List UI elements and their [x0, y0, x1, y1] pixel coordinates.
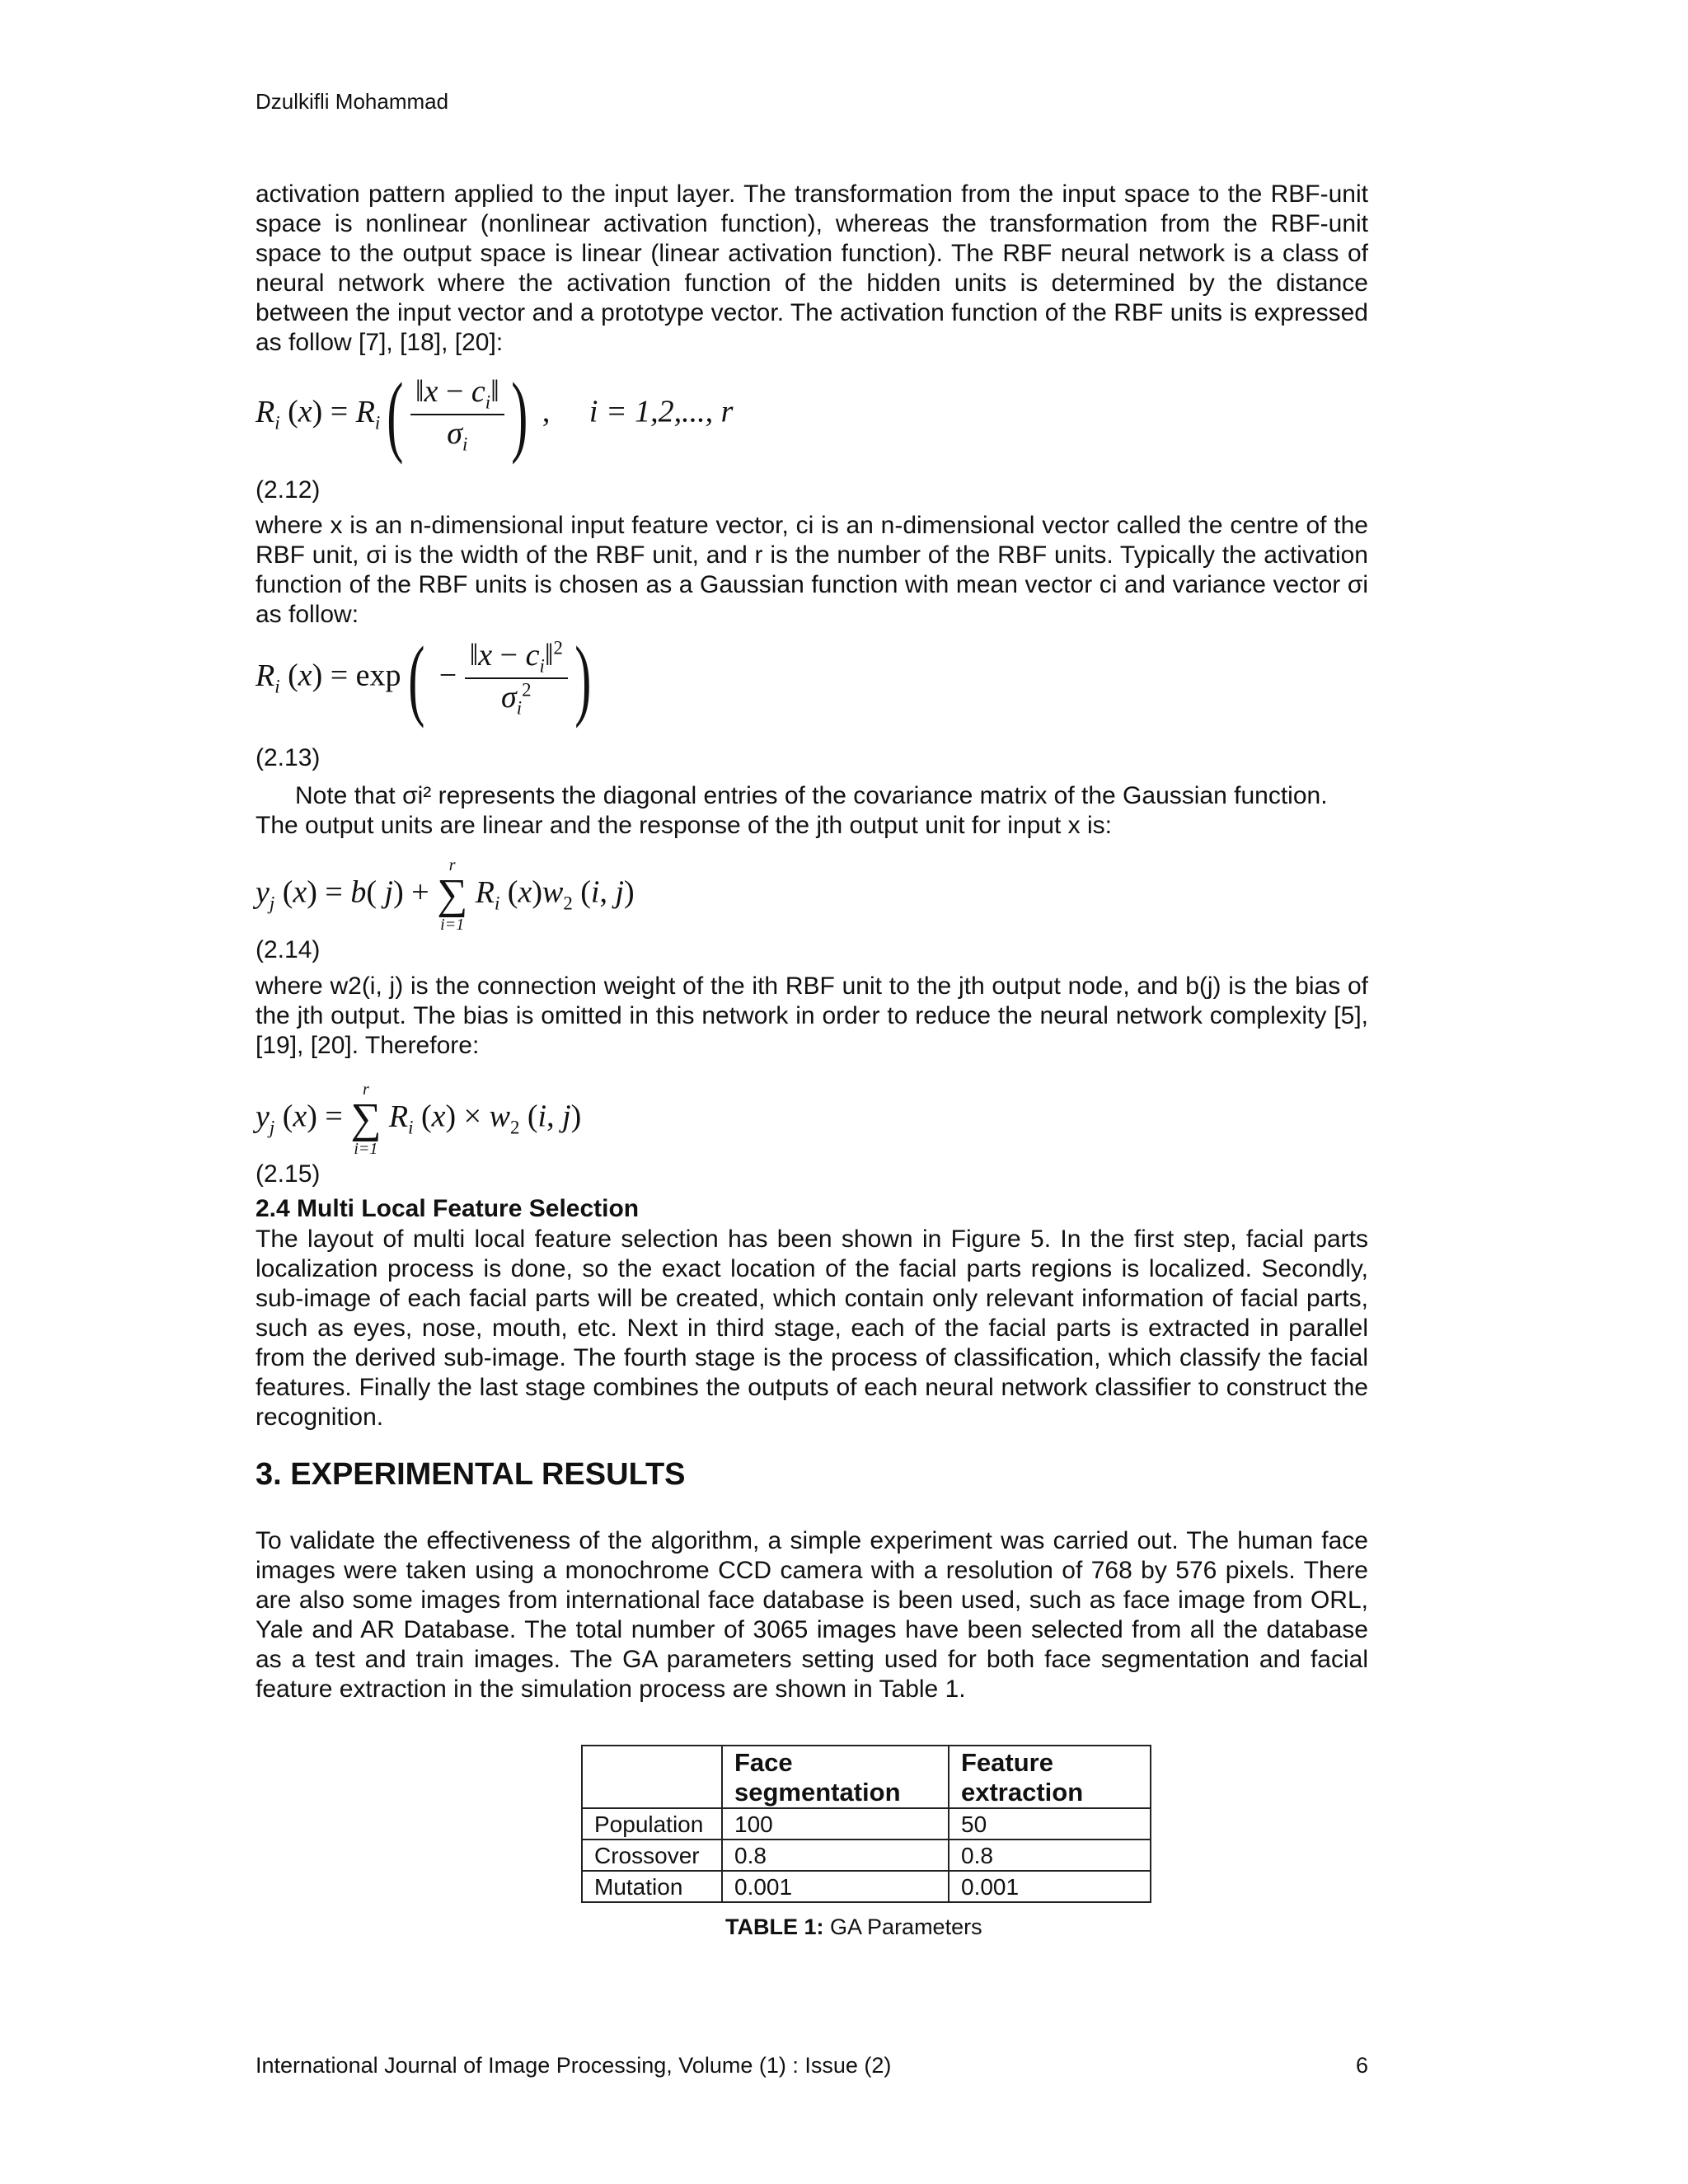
table-cell: 0.8: [722, 1840, 949, 1871]
paragraph-rbf-intro: activation pattern applied to the input layer. The transformation from the input space to the RBF-unit space is nonlinear (nonlinear activation function), whereas the transformation from the RBF-unit space to the output space is linear (linear activation function). The RBF neural network is a class of neural network where the activation function of the hidden units is determined by the distance between the input vector and a prototype vector. The activation function of the RBF units is expressed as follow [7], [18], [20]:: [256, 180, 1368, 356]
table-cell: 50: [949, 1808, 1151, 1840]
equation-2-13: $R_i$ (x) = exp( − $\frac{‖x - c_i‖^2}{\sigma_i^2}$ ): [256, 628, 592, 729]
table-row: [582, 1871, 1151, 1902]
table-caption-text: GA Parameters: [830, 1915, 982, 1939]
equation-number-2-12: (2.12): [256, 476, 321, 504]
section-3-heading: 3. EXPERIMENTAL RESULTS: [256, 1457, 686, 1492]
table-cell: 100: [722, 1808, 949, 1840]
equation-number-2-14: (2.14): [256, 936, 321, 963]
equation-2-12-range: i = 1,2,..., r: [588, 394, 734, 429]
equation-2-15: $y_j$ (x) = r ∑ i=1 $R_i$ $(x) \times w_2$ (i, j): [256, 1080, 582, 1158]
ga-parameters-table: [581, 1745, 1151, 1903]
table-header-row: [582, 1746, 1151, 1808]
table-header-cell: Face segmentation: [722, 1746, 949, 1808]
paragraph-experimental-results: To validate the effectiveness of the algorithm, a simple experiment was carried out. The human face images were taken using a monochrome CCD camera with a resolution of 768 by 576 pixels. There are also some images from international face database is been used, such as face image from ORL, Yale and AR Database. The total number of 3065 images have been selected from all the database as a test and train images. The GA parameters setting used for both face segmentation and facial feature extraction in the simulation process are shown in Table 1.: [256, 1527, 1368, 1703]
equation-2-14: $y_j$ (x) = b( j) + r ∑ i=1 $R_i$ $(x)w_2$ (i, j): [256, 856, 635, 934]
section-2-4-heading: 2.4 Multi Local Feature Selection: [256, 1195, 640, 1222]
table-cell: 0.8: [949, 1840, 1151, 1871]
paragraph-note-covariance: Note that σi² represents the diagonal entries of the covariance matrix of the Gaussian function.: [295, 782, 1328, 809]
table-row: [582, 1840, 1151, 1871]
paragraph-rbf-definitions: where x is an n-dimensional input feature vector, ci is an n-dimensional vector called the centre of the RBF unit, σi is the width of the RBF unit, and r is the number of the RBF units. Typically the activation function of the RBF units is chosen as a Gaussian function with mean vector ci and variance vector σi as follow:: [256, 512, 1368, 628]
table-cell: 0.001: [949, 1871, 1151, 1902]
table-cell: Population: [582, 1808, 722, 1840]
paragraph-output-units: The output units are linear and the response of the jth output unit for input x is:: [256, 812, 1112, 839]
table-cell: Crossover: [582, 1840, 722, 1871]
page-footer: [256, 2053, 1368, 2079]
table-caption-label: TABLE 1:: [725, 1915, 824, 1939]
table-cell: 0.001: [722, 1871, 949, 1902]
table-header-cell: Feature extraction: [949, 1746, 1151, 1808]
paragraph-multi-local-feature: The layout of multi local feature selection has been shown in Figure 5. In the first step, facial parts localization process is done, so the exact location of the facial parts regions is localized. Secondly, sub-image of each facial parts will be created, which contain only relevant information of facial parts, such as eyes, nose, mouth, etc. Next in third stage, each of the facial parts is extracted in parallel from the derived sub-image. The fourth stage is the process of classification, which classify the facial features. Finally the last stage combines the outputs of each neural network classifier to construct the recognition.: [256, 1226, 1368, 1431]
table-row: [582, 1808, 1151, 1840]
table-caption: [725, 1915, 982, 1940]
running-header: Dzulkifli Mohammad: [256, 89, 449, 114]
table-cell: Mutation: [582, 1871, 722, 1902]
equation-number-2-13: (2.13): [256, 744, 321, 771]
footer-journal: International Journal of Image Processing, Volume (1) : Issue (2): [256, 2053, 892, 2078]
equation-2-12: $R_i$ $(x) = R_i$( $\frac{‖x - c_i‖}{\sigma_i}$ ) , i = 1,2,..., r: [256, 364, 734, 465]
paragraph-connection-weight: where w2(i, j) is the connection weight of the ith RBF unit to the jth output node, and b(j) is the bias of the jth output. The bias is omitted in this network in order to reduce the neural network complexity [5], [19], [20]. Therefore:: [256, 972, 1368, 1059]
page-number: 6: [1355, 2053, 1368, 2078]
equation-number-2-15: (2.15): [256, 1160, 321, 1188]
table-header-cell: [582, 1746, 722, 1808]
